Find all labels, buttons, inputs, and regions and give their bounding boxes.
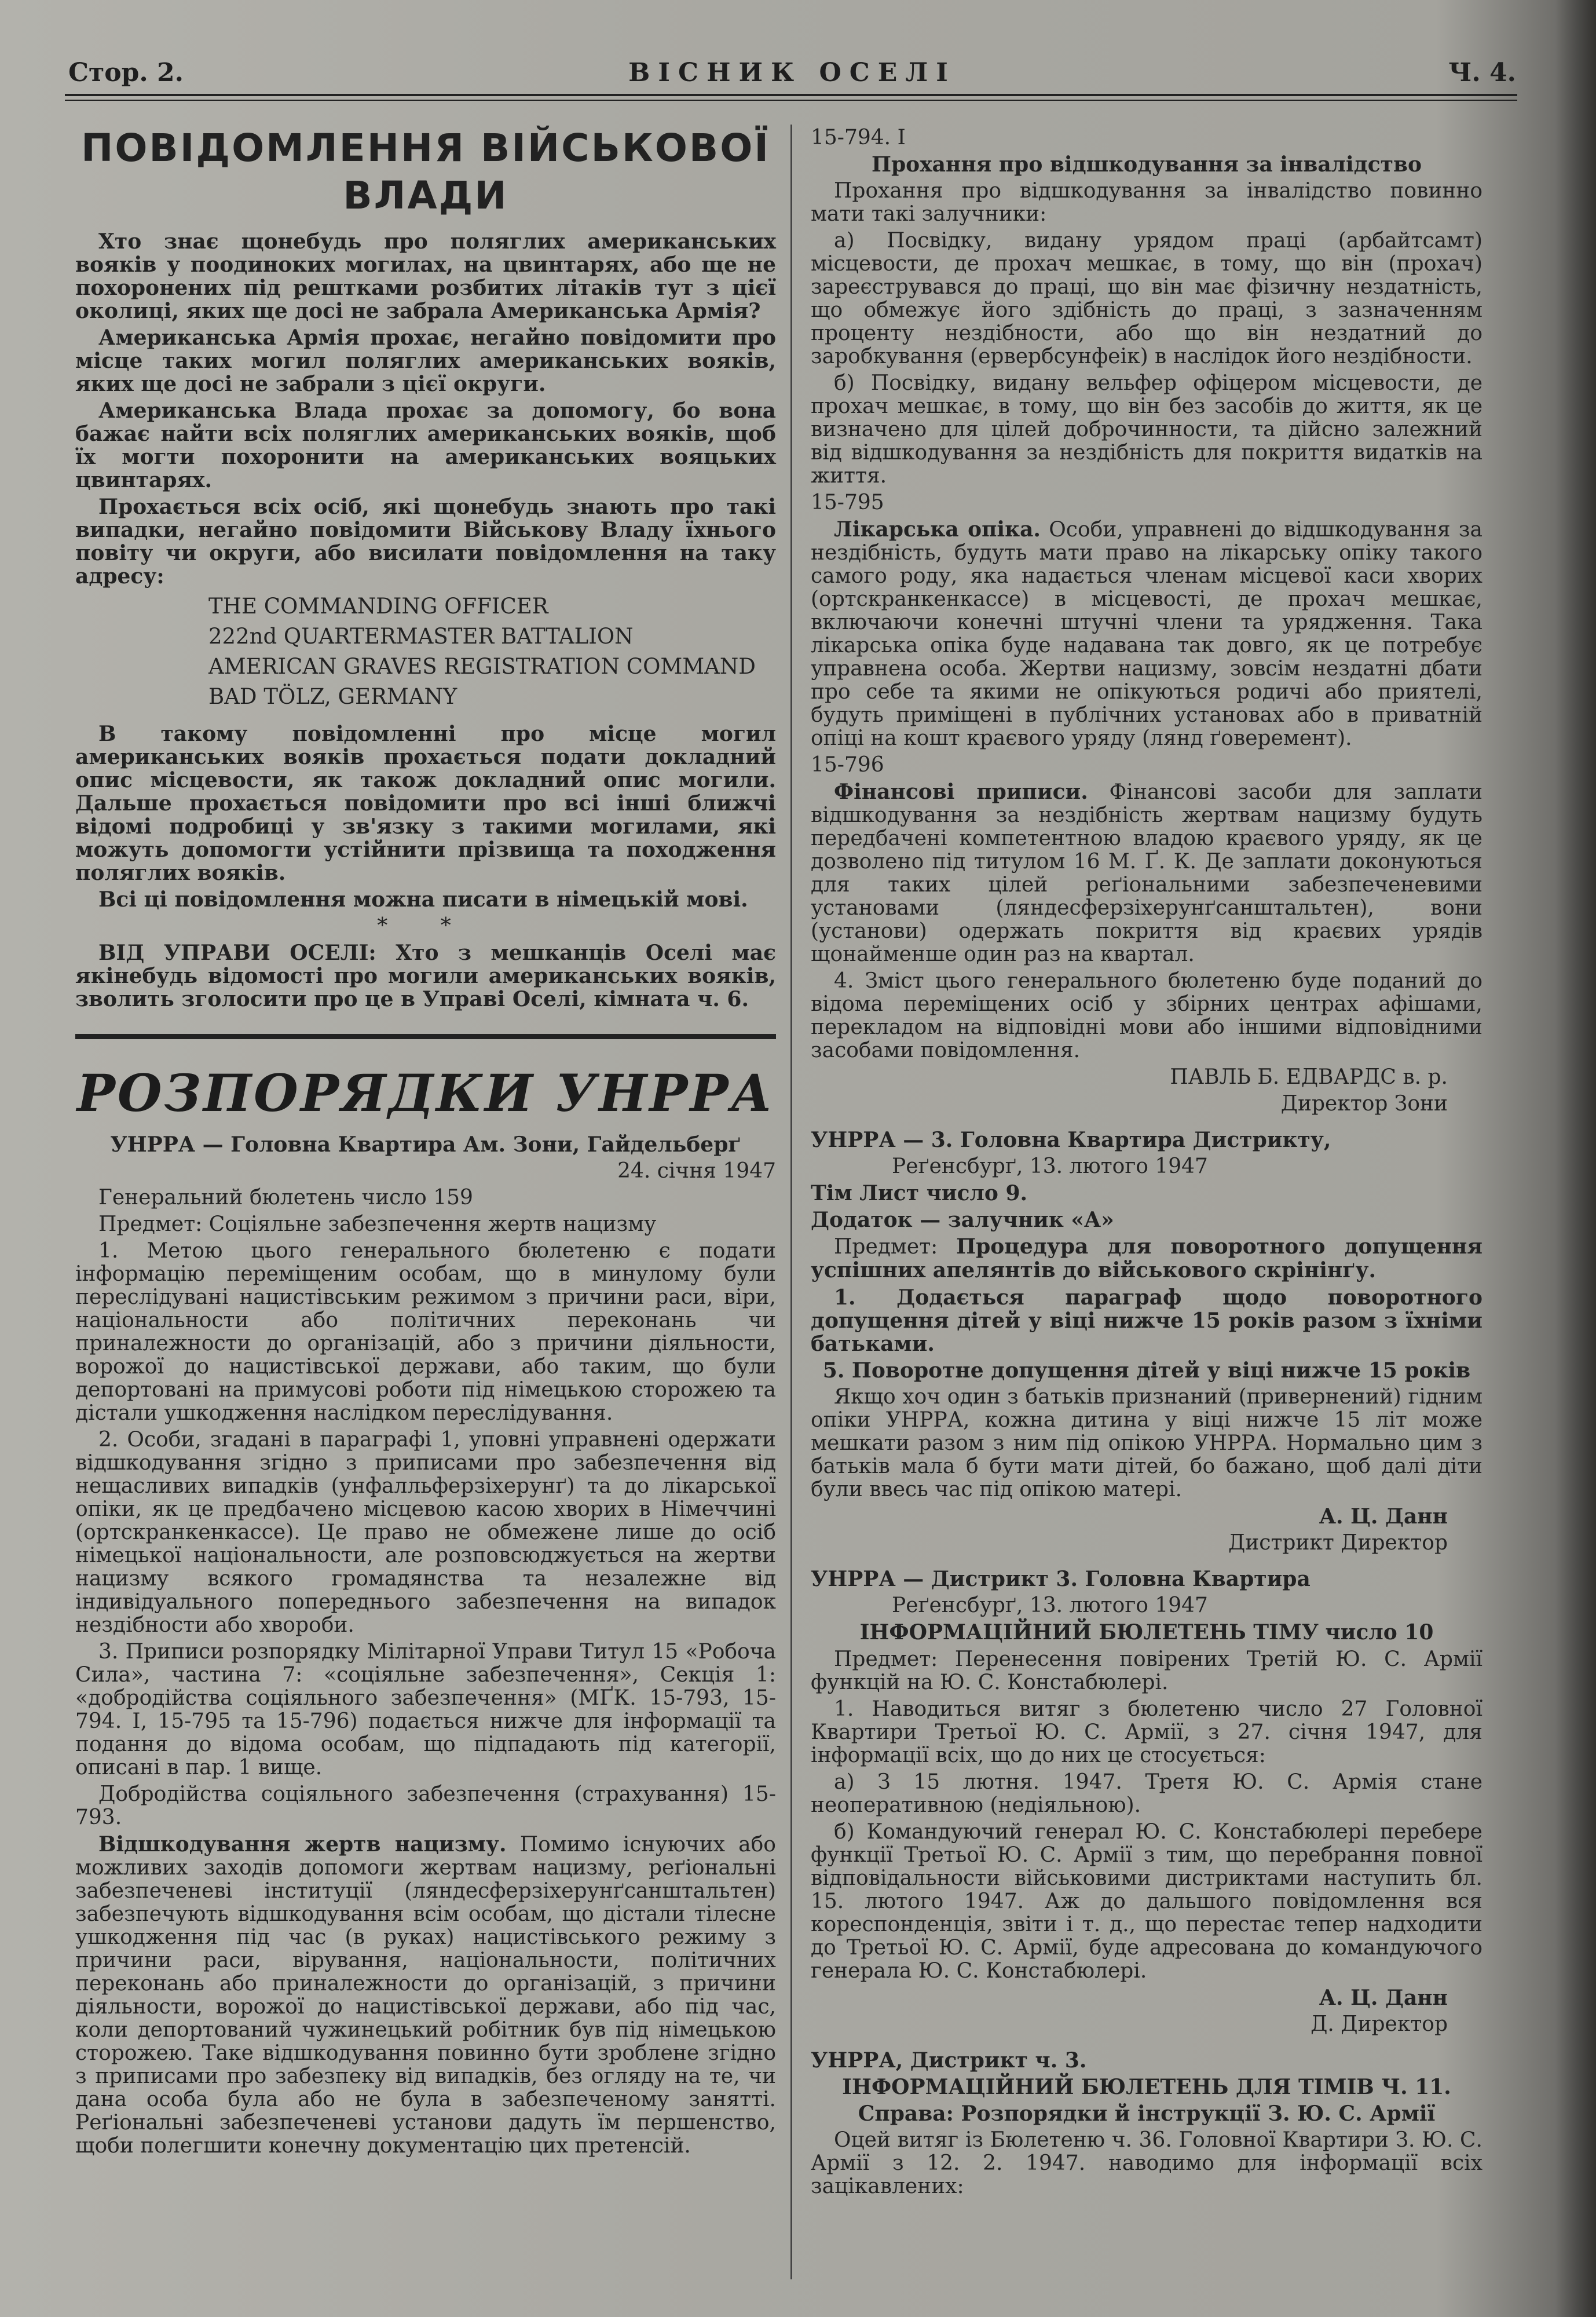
team-letter: Тім Лист число 9. [811, 1181, 1028, 1205]
regulation-paragraph: 1. Наводиться витяг з бюлетеню число 27 Головної Квартири Третьої Ю. С. Армії, з 27. січня 1947, для інформації всіх, що до них це стосується: [811, 1697, 1482, 1767]
bulletin-title-text: ІНФОРМАЦІЙНИЙ БЮЛЕТЕНЬ ТІМУ [859, 1620, 1319, 1644]
attachment: Додаток — залучник «А» [811, 1208, 1114, 1232]
signature: А. Ц. Данн [1319, 1504, 1448, 1529]
district-header: УНРРА — 3. Головна Квартира Дистрикту, [811, 1128, 1331, 1152]
subject-label: Предмет: [834, 1235, 938, 1259]
section-stars: * * [377, 914, 474, 938]
military-paragraph: Хто знає щонебудь про поляглих американських вояків у поодиноких могилах, на цвинтарях, або ще не похоронених під рештками розбитих літаків тут з цієї околиці, яких ще досі не забрала Американська Армія? [75, 229, 776, 323]
unrra-paragraph: 3. Приписи розпорядку Мілітарної Управи Титул 15 «Робоча Сила», частина 7: «соціяльне забезпечення», Секція 1: «добродійства соціяльного забезпечення» (МҐК. 15-793, 15-794. I, 15-795 та 15-796) подається нижче для інформації та подання до відома особам, що підпадають під категорії, описані в пар. 1 вище. [75, 1640, 776, 1779]
paragraph-heading: Фінансові приписи. [834, 780, 1088, 804]
header-rule [65, 94, 1517, 96]
unrra-paragraph: 2. Особи, згадані в параграфі 1, уповні управнені одержати відшкодування згідно з приписами про забезпечення від нещасливих випадків (унфалльферзіхерунґ) та до лікарської опіки, як це предбачено місцевою касою хворих в Німеччині (ортскранкенкассе). Це право не обмежене лише до осіб німецької національности, але розповсюджується на жертви нацизму всякого громадянства та незалежне від індивідуального попереднього забезпечення на випадок нездібности або хвороби. [75, 1428, 776, 1637]
district-header: УНРРА — Дистрикт 3. Головна Квартира [811, 1567, 1311, 1591]
district-place-date: Реґенсбурґ, 13. лютого 1947 [892, 1154, 1208, 1178]
signature: ПАВЛЬ Б. ЕДВАРДС в. р. [1170, 1065, 1448, 1089]
regulation-paragraph: а) З 15 лютня. 1947. Третя Ю. С. Армія стане неоперативною (недіяльною). [811, 1770, 1482, 1817]
unrra-date: 24. січня 1947 [617, 1159, 776, 1183]
bulletin-title [811, 1621, 1482, 1644]
military-paragraph: Всі ці повідомлення можна писати в німецькій мові. [98, 887, 748, 912]
paragraph-body: Помимо існуючих або можливих заходів допомоги жертвам нацизму, реґіональні забезпеченеві інституції (ляндесферзіхерунґсанштальтен) забезпечують відшкодування всім особам, що дістали тілесне ушкодження під час (в руках) нацистівського режиму з причини раси, вірування, національности, політичних переконань або приналежности до організацій, з причини діяльности, ворожої до нацистівської держави, або під час, коли депортований чужинецький робітник був під німецькою сторожею. Таке відшкодування повинно бути зроблене згідно з приписами про забезпеку від випадків, без огляду на те, чи дана особа була або не була в забезпеченому занятті. Реґіональні забезпеченеві установи дадуть їм першенство, щоби полегшити конечну документацію цих претенсій. [75, 1833, 776, 2158]
page-edge-shadow [1555, 0, 1596, 2317]
regulation-paragraph [811, 780, 1482, 966]
regulation-code: 15-796 [811, 753, 884, 777]
regulation-code: 15-794. I [811, 126, 906, 149]
district-place-date: Реґенсбурґ, 13. лютого 1947 [892, 1594, 1208, 1617]
address-line: 222nd QUARTERMASTER BATTALION [208, 624, 634, 649]
column-divider [790, 125, 792, 2279]
bulletin-subject: Предмет: Соціяльне забезпечення жертв нацизму [98, 1212, 657, 1236]
military-paragraph: Американська Влада прохає за допомогу, бо вона бажає найти всіх поляглих американських вояків, щоб їх могти похоронити на американських вояцьких цвинтарях. [75, 399, 776, 492]
address-line: THE COMMANDING OFFICER [208, 594, 548, 619]
mailing-address [208, 591, 776, 712]
unrra-paragraph [75, 1833, 776, 2158]
unrra-paragraph: Добродійства соціяльного забезпечення (страхування) 15-793. [75, 1782, 776, 1829]
header-rule-thin [65, 100, 1517, 101]
unrra-paragraph: 1. Метою цього генерального бюлетеню є подати інформацію переміщеним особам, що в минулому були переслідувані нацистівським режимом з причини раси, віри, національности або політичних переконань чи приналежности до організацій, або з причини діяльности, ворожої до нацистівської держави, або таким, що були депортовані на примусові роботи під німецькою сторожею та дістали ушкодження наслідком переслідування. [75, 1239, 776, 1425]
issue-number: Ч. 4. [1448, 58, 1516, 87]
subject-text: Процедура для поворотного допущення успішних апелянтів до військового скрінінґу. [811, 1234, 1482, 1282]
signature-role: Д. Директор [1311, 2012, 1448, 2036]
signature-role: Директор Зони [1280, 1092, 1448, 1116]
regulation-paragraph: Предмет: Перенесення повірених Третій Ю. С. Армії функцій на Ю. С. Констабюлері. [811, 1647, 1482, 1694]
military-paragraph: В такому повідомленні про місце могил американських вояків прохається подати докладний опис місцевости, як також докладний опис могили. Дальше прохається повідомити про всі інші ближчі відомі подробиці у зв'язку з такими могилами, які можуть допомогти устійнити прізвища та походження поляглих вояків. [75, 722, 776, 885]
left-column [75, 125, 776, 2161]
unrra-hq: УНРРА — Головна Квартира Ам. Зони, Гайдельберґ [110, 1132, 741, 1157]
right-column [811, 126, 1482, 2202]
section-divider [75, 1034, 776, 1039]
address-line: AMERICAN GRAVES REGISTRATION COMMAND [208, 654, 756, 679]
unrra-section-title: РОЗПОРЯДКИ УНРРА [76, 1063, 775, 1123]
regulation-paragraph: Якщо хоч один з батьків признаний (привернений) гідним опіки УНРРА, кожна дитина у віці нижче 15 літ може мешкати разом з ним під опікою УНРРА. Нормально цим з батьків мала б бути мати дітей, бо бажано, щоб далі діти були ввесь час під опікою матері. [811, 1385, 1482, 1501]
case-line: Справа: Розпорядки й інструкції З. Ю. С. Армії [858, 2102, 1436, 2126]
settlement-notice: ВІД УПРАВИ ОСЕЛІ: Хто з мешканців Оселі має якінебудь відомості про могили американських вояків, зволить зголосити про це в Управі Оселі, кімната ч. 6. [75, 941, 776, 1011]
district-header: УНРРА, Дистрикт ч. 3. [811, 2048, 1087, 2073]
bulletin-title: ІНФОРМАЦІЙНИЙ БЮЛЕТЕНЬ ДЛЯ ТІМІВ Ч. 11. [842, 2075, 1451, 2099]
page-number: Стор. 2. [68, 58, 184, 87]
regulation-paragraph: Прохання про відшкодування за інвалідство повинно мати такі залучники: [811, 179, 1482, 226]
military-paragraph: Прохається всіх осіб, які щонебудь знають про такі випадки, негайно повідомити Військову Владу їхнього повіту чи округи, або висилати повідомлення на таку адресу: [75, 495, 776, 589]
page-header [68, 58, 1516, 98]
signature-role: Дистрикт Директор [1228, 1531, 1448, 1555]
regulation-paragraph: Оцей витяг із Бюлетеню ч. 36. Головної Квартири З. Ю. С. Армії з 12. 2. 1947. наводимо для інформації всіх зацікавлених: [811, 2128, 1482, 2198]
military-paragraph: Американська Армія прохає, негайно повідомити про місце таких могил поляглих американських вояків, яких ще досі не забрали з цієї округи. [75, 326, 776, 396]
paragraph-heading: Лікарська опіка. [834, 517, 1041, 542]
regulation-paragraph: б) Посвідку, видану вельфер офіцером місцевости, де прохач мешкає, в тому, що він без засобів до життя, як це визначено для цілей доброчинности, та дійсно залежний від відшкодування за нездібність для покриття видатків на життя. [811, 371, 1482, 488]
newspaper-title: ВІСНИК ОСЕЛІ [628, 58, 956, 87]
military-notice-title: ПОВІДОМЛЕННЯ ВІЙСЬКОВОЇ ВЛАДИ [81, 126, 770, 218]
signature: А. Ц. Данн [1319, 1986, 1448, 2010]
paragraph-body: Фінансові засоби для заплати відшкодування за нездібність жертвам нацизму будуть передбачені компетентною владою краєвого уряду, як це дозволено під титулом 16 М. Ґ. К. Де заплати доконуються для таких цілей реґіональними забезпеченевими установами (ляндесферзіхерунґсанштальтен), вони (установи) одержать покриття від краєвих урядів щонайменше один раз на квартал. [811, 780, 1482, 966]
regulation-paragraph: а) Посвідку, видану урядом праці (арбайтсамт) місцевости, де прохач мешкає, в тому, що він (прохач) зареєструвався до праці, що він має фізичну нездатність, що обмежує його здібність до праці, з зазначенням проценту нездібности, або що він нездатний до заробкування (ервербсунфеік) в наслідок його нездібности. [811, 229, 1482, 368]
paragraph-heading: Відшкодування жертв нацизму. [98, 1832, 507, 1856]
regulation-paragraph [811, 518, 1482, 750]
regulation-heading: 5. Поворотне допущення дітей у віці нижче 15 років [822, 1358, 1471, 1383]
bulletin-title-number: число 10 [1325, 1620, 1434, 1644]
paragraph-body: Особи, управнені до відшкодування за нездібність, будуть мати право на лікарську опіку такого самого роду, яка надається членам місцевої каси хворих (ортскранкенкассе) в місцевості, де прохач мешкає, включаючи конечні штучні члени та урядження. Така лікарська опіка буде надавана так довго, як це потребує управнена особа. Жертви нацизму, зовсім нездатні дбати про себе та якими не опікуються родичі або приятелі, будуть приміщені в публічних установах або в приватній опіці на кошт краєвого уряду (лянд ґоверемент). [811, 518, 1482, 750]
regulation-paragraph: б) Командуючий генерал Ю. С. Констабюлері перебере функції Третьої Ю. С. Армії з тим, що перебрання повної відповідальности військовими дистриктами наступить бл. 15. лютого 1947. Аж до дальшого повідомлення вся кореспонденція, звіти і т. д., що перестає тепер надходити до Третьої Ю. С. Армії, буде адресована до командуючого генерала Ю. С. Констабюлері. [811, 1820, 1482, 1983]
regulation-paragraph: 1. Додається параграф щодо поворотного допущення дітей у віці нижче 15 років разом з їхніми батьками. [811, 1285, 1482, 1356]
address-line: BAD TÖLZ, GERMANY [208, 684, 457, 709]
regulation-code: 15-795 [811, 491, 884, 514]
subject-line [811, 1235, 1482, 1282]
regulation-heading: Прохання про відшкодування за інвалідство [872, 152, 1422, 177]
bulletin-number: Генеральний бюлетень число 159 [98, 1186, 473, 1209]
regulation-paragraph: 4. Зміст цього генерального бюлетеню буде поданий до відома переміщених осіб у збірних центрах афішами, перекладом на відповідні мови або іншими відповідними засобами повідомлення. [811, 969, 1482, 1062]
